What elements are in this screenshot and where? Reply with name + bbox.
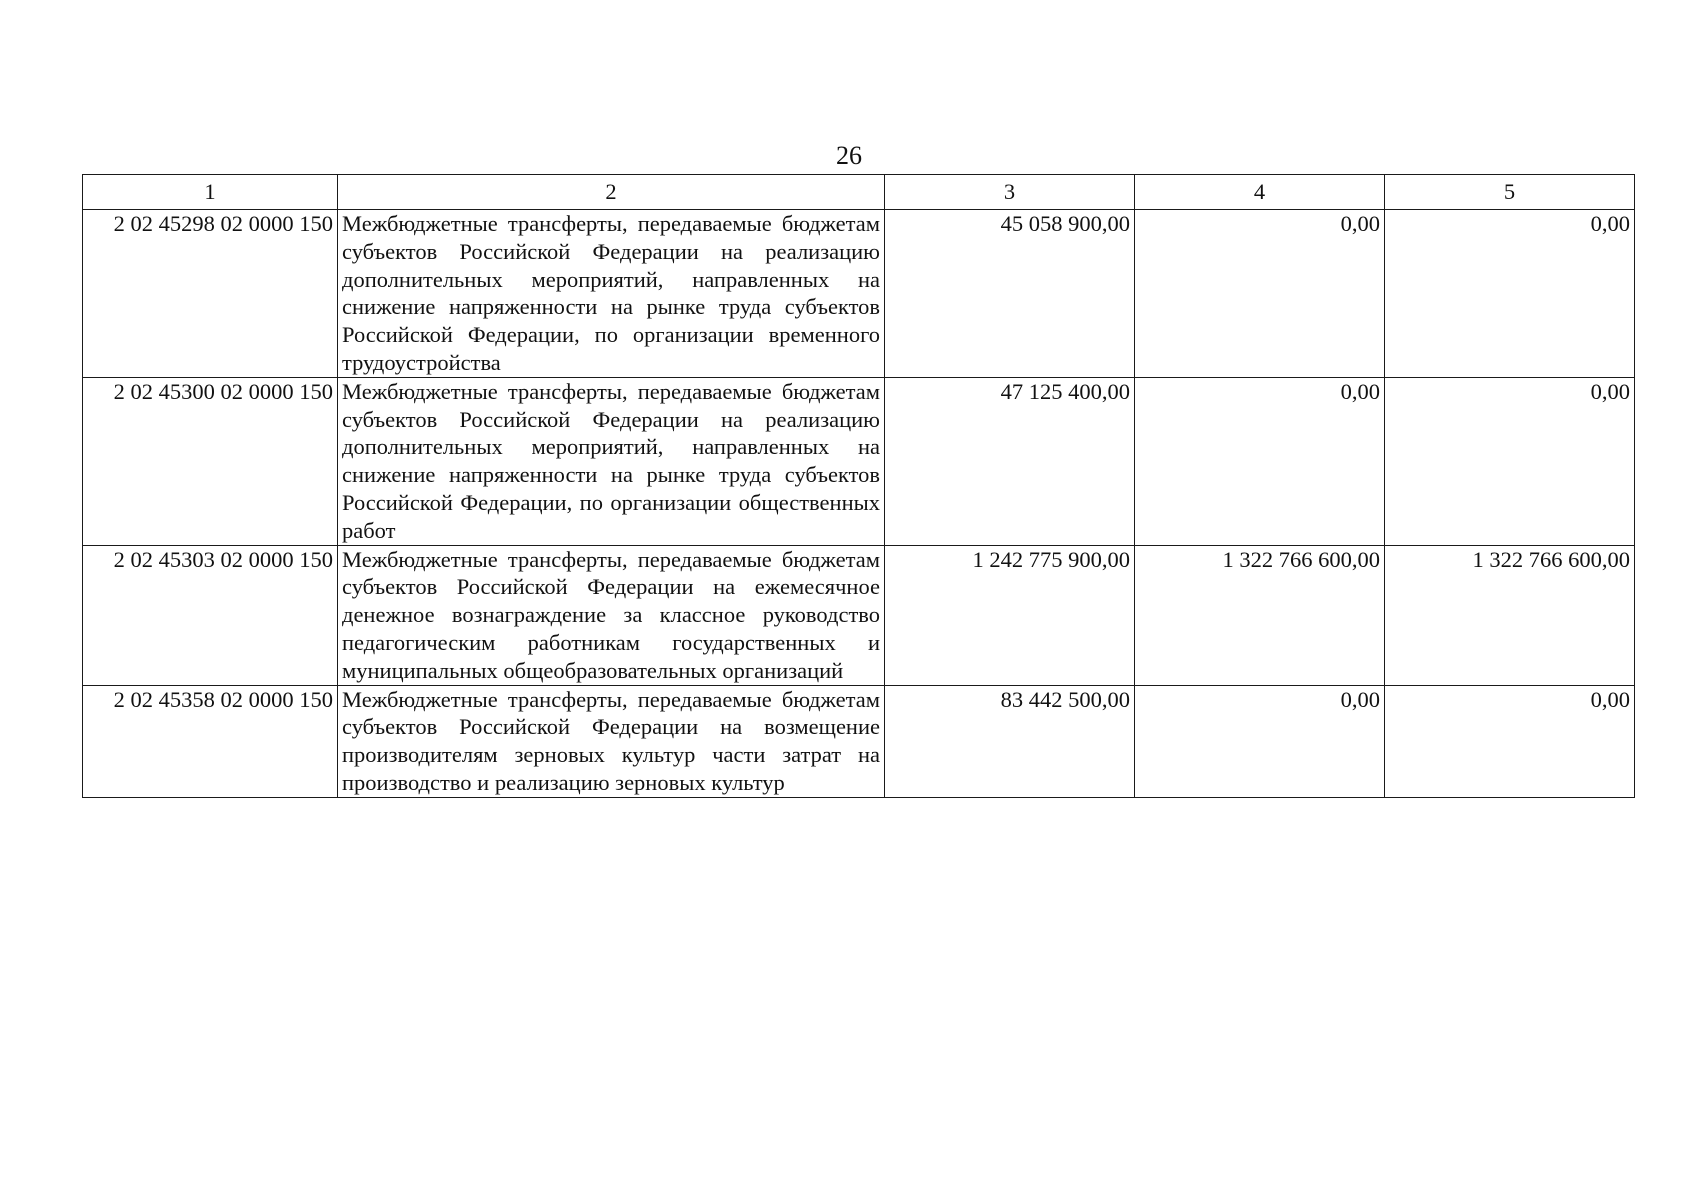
amount-col5-cell: 0,00 (1385, 377, 1635, 545)
amount-col5-cell: 1 322 766 600,00 (1385, 545, 1635, 685)
amount-col4-cell: 0,00 (1135, 377, 1385, 545)
page-number: 26 (836, 141, 862, 170)
budget-code-cell: 2 02 45303 02 0000 150 (83, 545, 338, 685)
amount-col4-cell: 0,00 (1135, 210, 1385, 378)
amount-col3-cell: 47 125 400,00 (885, 377, 1135, 545)
header-col-5: 5 (1385, 175, 1635, 210)
table-row (83, 545, 1635, 685)
amount-col3-cell: 45 058 900,00 (885, 210, 1135, 378)
table-row (83, 377, 1635, 545)
header-col-3: 3 (885, 175, 1135, 210)
header-col-4: 4 (1135, 175, 1385, 210)
table-header (83, 175, 1635, 210)
table-row (83, 685, 1635, 797)
budget-code-cell: 2 02 45358 02 0000 150 (83, 685, 338, 797)
description-cell: Межбюджетные трансферты, передаваемые бюджетам субъектов Российской Федерации на реализацию дополнительных мероприятий, направленных на снижение напряженности на рынке труда субъектов Российской Федерации, по организации общественных работ (338, 377, 885, 545)
description-cell: Межбюджетные трансферты, передаваемые бюджетам субъектов Российской Федерации на возмещение производителям зерновых культур части затрат на производство и реализацию зерновых культур (338, 685, 885, 797)
header-col-1: 1 (83, 175, 338, 210)
budget-code-cell: 2 02 45298 02 0000 150 (83, 210, 338, 378)
budget-code-cell: 2 02 45300 02 0000 150 (83, 377, 338, 545)
amount-col3-cell: 1 242 775 900,00 (885, 545, 1135, 685)
amount-col5-cell: 0,00 (1385, 685, 1635, 797)
amount-col5-cell: 0,00 (1385, 210, 1635, 378)
budget-table (82, 174, 1635, 798)
description-cell: Межбюджетные трансферты, передаваемые бюджетам субъектов Российской Федерации на ежемесячное денежное вознаграждение за классное руководство педагогическим работникам государственных и муниципальных общеобразовательных организаций (338, 545, 885, 685)
table-body (83, 210, 1635, 798)
amount-col3-cell: 83 442 500,00 (885, 685, 1135, 797)
amount-col4-cell: 1 322 766 600,00 (1135, 545, 1385, 685)
header-col-2: 2 (338, 175, 885, 210)
amount-col4-cell: 0,00 (1135, 685, 1385, 797)
description-cell: Межбюджетные трансферты, передаваемые бюджетам субъектов Российской Федерации на реализацию дополнительных мероприятий, направленных на снижение напряженности на рынке труда субъектов Российской Федерации, по организации временного трудоустройства (338, 210, 885, 378)
table-row (83, 210, 1635, 378)
header-row (83, 175, 1635, 210)
